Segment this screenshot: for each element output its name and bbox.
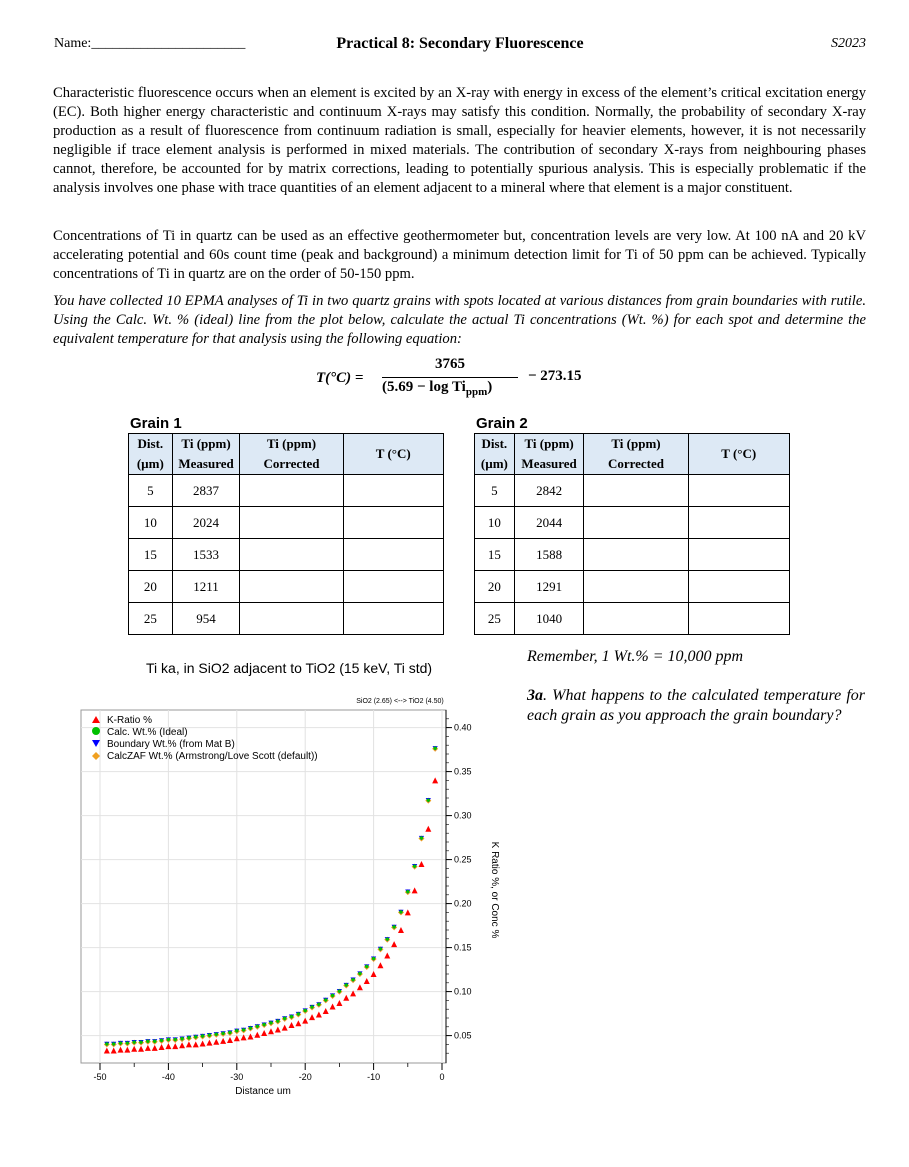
legend-kratio: K-Ratio % — [107, 715, 153, 726]
course-code: S2023 — [831, 36, 866, 51]
header — [54, 36, 866, 58]
col-temp: T (°C) — [688, 434, 789, 475]
point-calc-ideal — [139, 1040, 142, 1043]
point-calc-ideal — [276, 1019, 279, 1022]
point-calc-ideal — [324, 998, 327, 1001]
grain1-label: Grain 1 — [130, 415, 182, 432]
x-tick-label: -50 — [93, 1072, 107, 1082]
legend-calc: Calc. Wt.% (Ideal) — [107, 727, 188, 738]
point-calc-ideal — [358, 972, 361, 975]
x-tick-label: -30 — [230, 1072, 244, 1082]
task-paragraph: You have collected 10 EPMA analyses of Ti in two quartz grains with spots located at various distances from grain boundaries with rutile. Using the Calc. Wt. % (ideal) line from the plot below, calculate the actual Ti concentrations (Wt. %) for each spot and determine the equivalent temperature for that analysis using the following equation: — [53, 293, 866, 347]
table-row: 20 1211 — [129, 571, 444, 603]
temp-cell[interactable] — [343, 475, 444, 507]
page-title: Practical 8: Secondary Fluorescence — [336, 35, 584, 52]
point-calc-ideal — [392, 925, 395, 928]
temperature-equation — [310, 356, 630, 406]
name-field-label: Name:______________________ — [54, 36, 246, 51]
equation-numerator: 3765 — [435, 356, 465, 372]
col-corrected: Ti (ppm) Corrected — [584, 434, 688, 475]
point-calc-ideal — [242, 1028, 245, 1031]
point-calc-ideal — [262, 1023, 265, 1026]
corrected-cell[interactable] — [240, 507, 343, 539]
temp-cell[interactable] — [688, 475, 789, 507]
point-calc-ideal — [256, 1025, 259, 1028]
point-calc-ideal — [413, 864, 416, 867]
x-tick-label: 0 — [439, 1072, 445, 1082]
legend-marker-calc — [92, 727, 100, 735]
point-calc-ideal — [290, 1015, 293, 1018]
point-calc-ideal — [187, 1036, 190, 1039]
point-calc-ideal — [249, 1026, 252, 1029]
x-tick-label: -20 — [298, 1072, 312, 1082]
point-calc-ideal — [133, 1040, 136, 1043]
corrected-cell[interactable] — [584, 507, 688, 539]
table-row: 15 1588 — [475, 539, 790, 571]
fluorescence-chart — [80, 690, 520, 1105]
corrected-cell[interactable] — [584, 475, 688, 507]
temp-cell[interactable] — [343, 539, 444, 571]
corrected-cell[interactable] — [584, 539, 688, 571]
y-tick-label: 0.40 — [454, 722, 472, 733]
point-calc-ideal — [297, 1012, 300, 1015]
point-calc-ideal — [126, 1041, 129, 1044]
point-calc-ideal — [331, 994, 334, 997]
point-calc-ideal — [221, 1032, 224, 1035]
point-calc-ideal — [146, 1040, 149, 1043]
y-axis — [446, 710, 472, 1063]
table-row: 25 1040 — [475, 603, 790, 635]
col-measured: Ti (ppm) Measured — [172, 434, 240, 475]
table-row: 20 1291 — [475, 571, 790, 603]
fraction-bar — [382, 377, 518, 378]
temp-cell[interactable] — [688, 539, 789, 571]
y-axis-label: K Ratio %, or Conc % — [489, 841, 500, 939]
unit-reminder: Remember, 1 Wt.% = 10,000 ppm — [527, 648, 744, 665]
geothermometer-paragraph: Concentrations of Ti in quartz can be used as an effective geothermometer but, concentration levels are very low. At 100 nA and 20 kV accelerating potential and 60s count time (peak and background) a minimum detection limit for Ti of 50 ppm can be achieved. Typically concentrations of Ti in quartz are on the order of 50-150 ppm. — [53, 228, 866, 282]
point-calc-ideal — [167, 1038, 170, 1041]
point-calc-ideal — [420, 836, 423, 839]
point-calc-ideal — [180, 1037, 183, 1040]
x-axis — [93, 1063, 444, 1082]
point-calc-ideal — [317, 1003, 320, 1006]
point-calc-ideal — [283, 1017, 286, 1020]
point-calc-ideal — [345, 983, 348, 986]
point-calc-ideal — [235, 1029, 238, 1032]
table-row: 5 2842 — [475, 475, 790, 507]
question-3a: 3a. What happens to the calculated temperature for each grain as you approach the grain boundary? — [527, 687, 865, 724]
legend-boundary: Boundary Wt.% (from Mat B) — [107, 739, 235, 750]
col-dist: Dist. (µm) — [129, 434, 173, 475]
point-calc-ideal — [304, 1009, 307, 1012]
temp-cell[interactable] — [688, 603, 789, 635]
table-row: 5 2837 — [129, 475, 444, 507]
point-calc-ideal — [119, 1041, 122, 1044]
point-calc-ideal — [427, 798, 430, 801]
point-calc-ideal — [215, 1033, 218, 1036]
temp-cell[interactable] — [343, 571, 444, 603]
col-dist: Dist. (µm) — [475, 434, 515, 475]
grain2-table — [474, 433, 790, 635]
table-row: 15 1533 — [129, 539, 444, 571]
corrected-cell[interactable] — [240, 603, 343, 635]
point-calc-ideal — [351, 978, 354, 981]
point-calc-ideal — [201, 1034, 204, 1037]
point-calc-ideal — [112, 1042, 115, 1045]
x-axis-label: Distance um — [235, 1086, 291, 1097]
equation-denominator: $(5.69 - \log Ti_{ppm})$ — [382, 379, 493, 398]
table-row: 25 954 — [129, 603, 444, 635]
point-calc-ideal — [310, 1005, 313, 1008]
chart-caption: Ti ka, in SiO2 adjacent to TiO2 (15 keV, Ti std) — [146, 660, 433, 676]
temp-cell[interactable] — [688, 571, 789, 603]
corrected-cell[interactable] — [240, 475, 343, 507]
point-calc-ideal — [269, 1021, 272, 1024]
intro-paragraph: Characteristic fluorescence occurs when an element is excited by an X-ray with energy in excess of the element’s critical excitation energy (EC). Both higher energy characteristic and continuum X-rays may satisfy this condition. Normally, the probability of secondary X-ray production as a result of fluorescence from continuum radiation is small, especially for heavier elements, however, it is not necessarily negligible if trace element analysis is performed in mixed materials. The contribution of secondary X-rays from neighbouring phases cannot, therefore, be accounted for by matrix corrections, leading to potentially spurious analysis. This is especially problematic if the analysis involves one phase with trace quantities of an element adjacent to a mineral where that element is a major constituent. — [53, 85, 866, 196]
point-calc-ideal — [433, 747, 436, 750]
y-tick-label: 0.15 — [454, 942, 472, 953]
grain2-label: Grain 2 — [476, 415, 528, 432]
plot-area — [81, 710, 446, 1063]
point-calc-ideal — [386, 937, 389, 940]
y-tick-label: 0.10 — [454, 986, 472, 997]
point-calc-ideal — [365, 965, 368, 968]
table-row: 10 2044 — [475, 507, 790, 539]
x-tick-label: -40 — [161, 1072, 175, 1082]
point-calc-ideal — [379, 947, 382, 950]
point-calc-ideal — [208, 1033, 211, 1036]
col-corrected: Ti (ppm) Corrected — [240, 434, 343, 475]
point-calc-ideal — [338, 989, 341, 992]
table-row: 10 2024 — [129, 507, 444, 539]
corrected-cell[interactable] — [584, 603, 688, 635]
point-calc-ideal — [228, 1031, 231, 1034]
y-tick-label: 0.30 — [454, 810, 472, 821]
point-calc-ideal — [372, 957, 375, 960]
equation-lhs: T(°C) = — [316, 370, 364, 386]
corrected-cell[interactable] — [240, 539, 343, 571]
y-tick-label: 0.20 — [454, 898, 472, 909]
y-tick-label: 0.35 — [454, 766, 472, 777]
y-tick-label: 0.05 — [454, 1030, 472, 1041]
point-calc-ideal — [105, 1042, 108, 1045]
point-calc-ideal — [399, 910, 402, 913]
col-temp: T (°C) — [343, 434, 444, 475]
x-tick-label: -10 — [367, 1072, 381, 1082]
temp-cell[interactable] — [688, 507, 789, 539]
point-calc-ideal — [174, 1038, 177, 1041]
y-tick-label: 0.25 — [454, 854, 472, 865]
col-measured: Ti (ppm) Measured — [514, 434, 584, 475]
chart-title: SiO2 (2.65) <--> TiO2 (4.50) — [356, 698, 444, 705]
legend-calczaf: CalcZAF Wt.% (Armstrong/Love Scott (default)) — [107, 751, 318, 762]
temp-cell[interactable] — [343, 603, 444, 635]
point-calc-ideal — [406, 890, 409, 893]
point-calc-ideal — [160, 1039, 163, 1042]
equation-tail: − 273.15 — [528, 368, 582, 384]
point-calc-ideal — [194, 1035, 197, 1038]
grain1-table — [128, 433, 444, 635]
corrected-cell[interactable] — [584, 571, 688, 603]
temp-cell[interactable] — [343, 507, 444, 539]
point-calc-ideal — [153, 1040, 156, 1043]
corrected-cell[interactable] — [240, 571, 343, 603]
